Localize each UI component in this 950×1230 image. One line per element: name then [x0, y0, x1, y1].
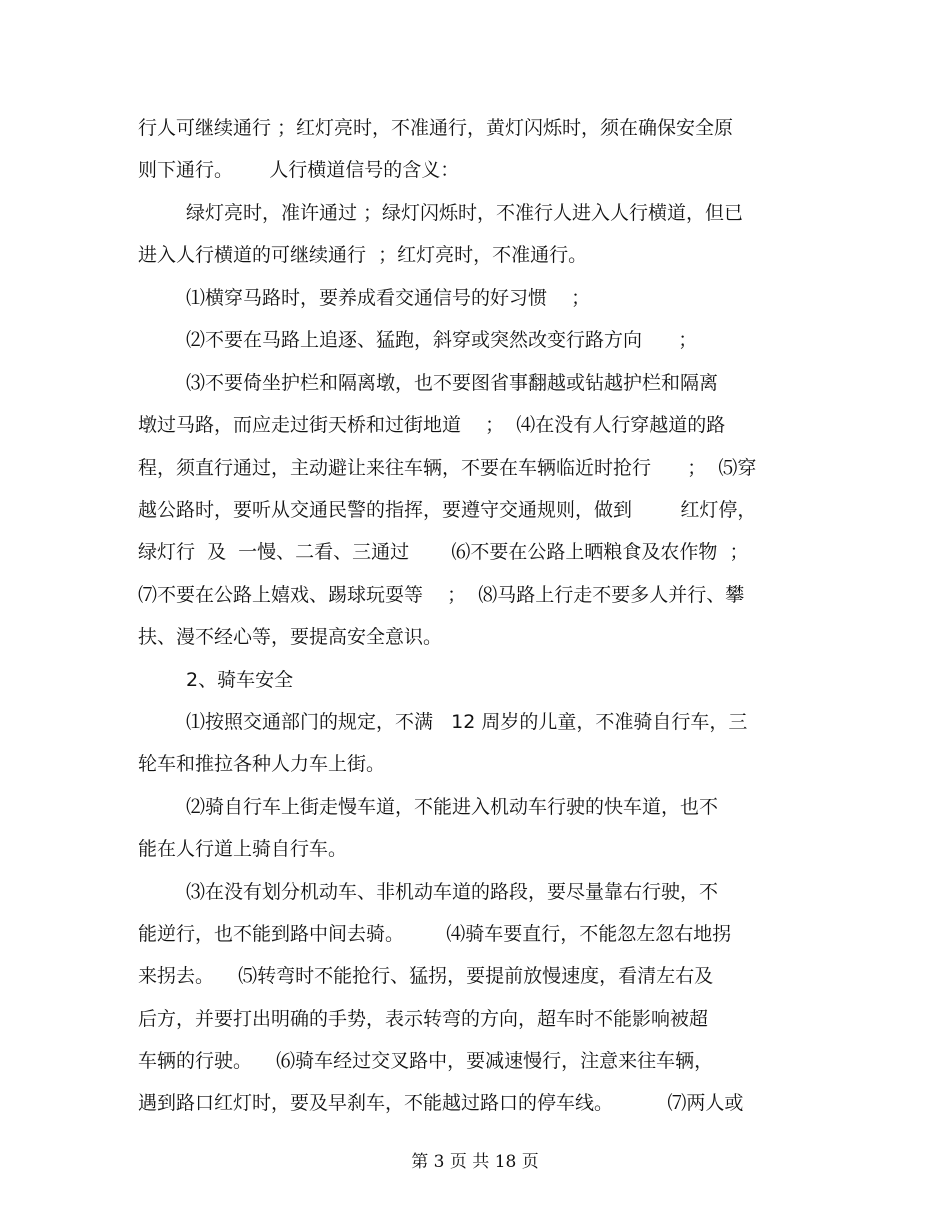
- text-line: ⑵不要在马路上追逐、猛跑，斜穿或突然改变行路方向 ；: [186, 329, 698, 351]
- text-line: 能逆行，也不能到路中间去骑。 ⑷骑车要直行，不能忽左忽右地拐: [138, 923, 732, 945]
- text-line: ⑴按照交通部门的规定，不满 12 周岁的儿童，不准骑自行车，三: [186, 711, 748, 733]
- text-line: 则下通行。 人行横道信号的含义：: [138, 159, 460, 181]
- text-line: 来拐去。 ⑸转弯时不能抢行、猛拐，要提前放慢速度，看清左右及: [138, 965, 714, 987]
- text-line: ⑶不要倚坐护栏和隔离墩，也不要图省事翻越或钻越护栏和隔离: [186, 372, 719, 394]
- text-line: 程，须直行通过，主动避让来往车辆，不要在车辆临近时抢行 ； ⑸穿: [138, 457, 757, 479]
- text-line: 轮车和推拉各种人力车上街。: [138, 753, 386, 775]
- text-line: 绿灯亮时，准许通过 ；绿灯闪烁时，不准行人进入人行横道，但已: [186, 202, 744, 224]
- text-line: ⑵骑自行车上街走慢车道，不能进入机动车行驶的快车道，也不: [186, 796, 719, 818]
- text-line: 扶、漫不经心等，要提高安全意识。: [138, 626, 443, 648]
- text-line: 后方，并要打出明确的手势，表示转弯的方向，超车时不能影响被超: [138, 1008, 709, 1030]
- text-line: ⑶在没有划分机动车、非机动车道的路段，要尽量靠右行驶，不: [186, 881, 719, 903]
- text-line: 能在人行道上骑自行车。: [138, 838, 348, 860]
- text-line: 行人可继续通行 ；红灯亮时，不准通行，黄灯闪烁时，须在确保安全原: [138, 117, 734, 139]
- text-line: 车辆的行驶。 ⑹骑车经过交叉路中，要减速慢行，注意来往车辆，: [138, 1050, 714, 1072]
- text-line: 2、骑车安全: [186, 669, 294, 691]
- page-footer: 第 3 页 共 18 页: [411, 1152, 539, 1172]
- text-line: 进入人行横道的可继续通行 ；红灯亮时，不准通行。: [138, 244, 588, 266]
- text-line: 墩过马路，而应走过街天桥和过街地道 ； ⑷在没有人行穿越道的路: [138, 414, 726, 436]
- text-line: ⑺不要在公路上嬉戏、踢球玩耍等 ； ⑻马路上行走不要多人并行、攀: [138, 584, 745, 606]
- text-line: 遇到路口红灯时，要及早刹车，不能越过路口的停车线。 ⑺两人或: [138, 1092, 744, 1114]
- text-line: 越公路时，要听从交通民警的指挥，要遵守交通规则，做到 红灯停，: [138, 499, 757, 521]
- text-line: 绿灯行 及 一慢、二看、三通过 ⑹不要在公路上晒粮食及农作物 ；: [138, 541, 749, 563]
- text-line: ⑴横穿马路时，要养成看交通信号的好习惯 ；: [186, 287, 591, 309]
